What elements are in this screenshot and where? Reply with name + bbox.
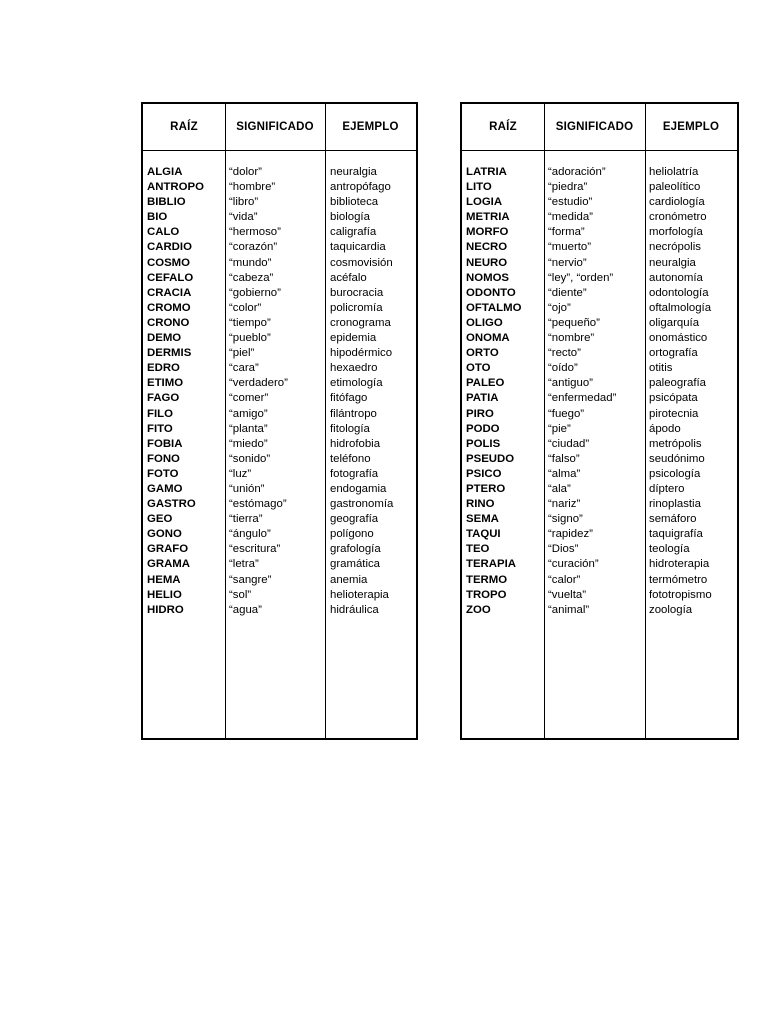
table-row (143, 542, 416, 557)
root-cell: PATIA (466, 392, 499, 405)
root-cell: PALEO (466, 377, 505, 390)
meaning-cell: “gobierno” (229, 286, 281, 299)
root-cell: LOGIA (466, 196, 503, 209)
table-row (462, 391, 737, 406)
example-cell: gastronomía (330, 498, 394, 511)
example-cell: seudónimo (649, 452, 705, 465)
table-row (462, 557, 737, 572)
meaning-cell: “luz” (229, 467, 252, 480)
table-row (462, 407, 737, 422)
table-row (143, 482, 416, 497)
example-cell: hidrofobia (330, 437, 381, 450)
meaning-cell: “fuego” (548, 407, 585, 420)
table-row (143, 557, 416, 572)
table-row (462, 527, 737, 542)
example-cell: etimología (330, 377, 383, 390)
table-row (462, 301, 737, 316)
example-cell: hipodérmico (330, 347, 393, 360)
meaning-cell: “animal” (548, 603, 590, 616)
root-cell: OFTALMO (466, 301, 522, 314)
example-cell: helioterapia (330, 588, 389, 601)
example-cell: hidráulica (330, 603, 379, 616)
root-cell: GRAMA (147, 558, 191, 571)
meaning-cell: “miedo” (229, 437, 268, 450)
meaning-cell: “estudio” (548, 196, 593, 209)
root-cell: TERMO (466, 573, 508, 586)
table-row (462, 286, 737, 301)
meaning-cell: “sonido” (229, 452, 271, 465)
meaning-cell: “rapidez” (548, 528, 593, 541)
root-cell: TEO (466, 543, 490, 556)
example-cell: oligarquía (649, 316, 700, 329)
table-row (462, 512, 737, 527)
example-cell: endogamia (330, 482, 387, 495)
meaning-cell: “verdadero” (229, 377, 288, 390)
root-cell: CARDIO (147, 241, 192, 254)
meaning-cell: “ley”, “orden” (548, 271, 614, 284)
header-divider (143, 150, 416, 151)
root-cell: SEMA (466, 513, 499, 526)
root-cell: METRIA (466, 211, 510, 224)
example-cell: gramática (330, 558, 381, 571)
table-row (143, 331, 416, 346)
example-cell: paleolítico (649, 181, 701, 194)
meaning-cell: “letra” (229, 558, 259, 571)
root-cell: PSICO (466, 467, 502, 480)
table-row (462, 195, 737, 210)
meaning-cell: “pequeño” (548, 316, 600, 329)
table-row (143, 452, 416, 467)
example-cell: cardiología (649, 196, 705, 209)
root-cell: PODO (466, 422, 500, 435)
root-cell: LATRIA (466, 166, 507, 178)
meaning-cell: “libro” (229, 196, 259, 209)
meaning-cell: “Dios” (548, 543, 579, 556)
table-row (143, 376, 416, 391)
example-cell: polígono (330, 528, 374, 541)
example-cell: díptero (649, 482, 685, 495)
root-cell: ZOO (466, 603, 491, 616)
table-row (143, 437, 416, 452)
meaning-cell: “recto” (548, 347, 581, 360)
meaning-cell: “forma” (548, 226, 585, 239)
table-row (143, 271, 416, 286)
table-row (143, 391, 416, 406)
root-cell: GAMO (147, 482, 183, 495)
root-cell: HELIO (147, 588, 182, 601)
root-cell: FILO (147, 407, 173, 420)
example-cell: teléfono (330, 452, 371, 465)
example-cell: filántropo (330, 407, 377, 420)
meaning-cell: “tierra” (229, 513, 263, 526)
table-row (143, 301, 416, 316)
root-cell: TAQUI (466, 528, 501, 541)
table-row (143, 512, 416, 527)
meaning-cell: “tiempo” (229, 316, 271, 329)
root-cell: CEFALO (147, 271, 194, 284)
meaning-cell: “curación” (548, 558, 599, 571)
meaning-cell: “falso” (548, 452, 580, 465)
example-cell: fitófago (330, 392, 368, 405)
example-cell: fitología (330, 422, 370, 435)
meaning-cell: “cara” (229, 362, 259, 375)
meaning-cell: “muerto” (548, 241, 592, 254)
example-cell: onomástico (649, 332, 708, 345)
table-row (462, 467, 737, 482)
meaning-cell: “cabeza” (229, 271, 274, 284)
table-row (143, 210, 416, 225)
root-cell: BIBLIO (147, 196, 186, 209)
root-cell: DEMO (147, 332, 182, 345)
example-cell: burocracia (330, 286, 384, 299)
root-cell: LITO (466, 181, 492, 194)
root-cell: CRONO (147, 316, 190, 329)
meaning-cell: “vuelta” (548, 588, 586, 601)
table-row (143, 240, 416, 255)
table-row (143, 346, 416, 361)
table-row (143, 225, 416, 240)
table-row (462, 542, 737, 557)
root-cell: BIO (147, 211, 168, 224)
table-row (462, 180, 737, 195)
table-body (143, 165, 416, 618)
example-cell: necrópolis (649, 241, 701, 254)
table-row (462, 210, 737, 225)
example-cell: termómetro (649, 573, 708, 586)
meaning-cell: “estómago” (229, 498, 287, 511)
example-cell: cronómetro (649, 211, 707, 224)
table-row (462, 422, 737, 437)
root-cell: MORFO (466, 226, 509, 239)
header-ejemplo: EJEMPLO (662, 121, 720, 133)
root-cell: FOBIA (147, 437, 183, 450)
meaning-cell: “sol” (229, 588, 252, 601)
root-cell: GASTRO (147, 498, 196, 511)
meaning-cell: “adoración” (548, 166, 606, 178)
example-cell: epidemia (330, 332, 377, 345)
table-row (462, 452, 737, 467)
root-cell: PTERO (466, 482, 506, 495)
table-row (462, 331, 737, 346)
meaning-cell: “pie” (548, 422, 571, 435)
example-cell: odontología (649, 286, 709, 299)
table-row (462, 588, 737, 603)
table-row (462, 271, 737, 286)
example-cell: pirotecnia (649, 407, 699, 420)
root-cell: DERMIS (147, 347, 192, 360)
root-cell: EDRO (147, 362, 180, 375)
example-cell: zoología (649, 603, 693, 616)
table-row (462, 256, 737, 271)
header-divider (462, 150, 737, 151)
meaning-cell: “planta” (229, 422, 268, 435)
table-row (143, 588, 416, 603)
root-cell: PIRO (466, 407, 494, 420)
table-row (143, 603, 416, 618)
table-row (462, 497, 737, 512)
meaning-cell: “ojo” (548, 301, 571, 314)
root-cell: POLIS (466, 437, 501, 450)
root-cell: ONOMA (466, 332, 510, 345)
meaning-cell: “enfermedad” (548, 392, 617, 405)
example-cell: otitis (649, 362, 673, 375)
table-row (143, 573, 416, 588)
example-cell: acéfalo (330, 271, 367, 284)
example-cell: autonomía (649, 271, 703, 284)
roots-table-right (460, 102, 739, 740)
root-cell: GONO (147, 528, 182, 541)
meaning-cell: “diente” (548, 286, 587, 299)
root-cell: OLIGO (466, 316, 503, 329)
root-cell: GRAFO (147, 543, 189, 556)
table-row (143, 256, 416, 271)
table-row (143, 361, 416, 376)
root-cell: FITO (147, 422, 173, 435)
meaning-cell: “alma” (548, 467, 581, 480)
meaning-cell: “amigo” (229, 407, 268, 420)
meaning-cell: “oído” (548, 362, 578, 375)
example-cell: caligrafía (330, 226, 377, 239)
roots-table-left (141, 102, 418, 740)
meaning-cell: “calor” (548, 573, 581, 586)
meaning-cell: “piel” (229, 347, 255, 360)
example-cell: geografía (330, 513, 379, 526)
example-cell: heliolatría (649, 166, 699, 178)
example-cell: taquicardia (330, 241, 386, 254)
example-cell: taquigrafía (649, 528, 703, 541)
root-cell: GEO (147, 513, 173, 526)
example-cell: fotografía (330, 467, 379, 480)
root-cell: PSEUDO (466, 452, 515, 465)
root-cell: HEMA (147, 573, 181, 586)
meaning-cell: “nombre” (548, 332, 595, 345)
meaning-cell: “color” (229, 301, 262, 314)
meaning-cell: “nariz” (548, 498, 581, 511)
table-row (143, 422, 416, 437)
root-cell: CROMO (147, 301, 191, 314)
root-cell: TERAPIA (466, 558, 516, 571)
example-cell: neuralgia (330, 166, 377, 178)
header-significado: SIGNIFICADO (555, 121, 634, 133)
example-cell: semáforo (649, 513, 697, 526)
table-row (462, 376, 737, 391)
table-body (462, 165, 737, 618)
meaning-cell: “ángulo” (229, 528, 271, 541)
header-raiz: RAÍZ (170, 121, 198, 133)
meaning-cell: “dolor” (229, 166, 262, 178)
meaning-cell: “mundo” (229, 256, 272, 269)
meaning-cell: “sangre” (229, 573, 272, 586)
meaning-cell: “vida” (229, 211, 258, 224)
table-row (462, 225, 737, 240)
example-cell: rinoplastia (649, 498, 701, 511)
table-row (143, 467, 416, 482)
meaning-cell: “nervio” (548, 256, 587, 269)
meaning-cell: “signo” (548, 513, 583, 526)
root-cell: ANTROPO (147, 181, 204, 194)
root-cell: OTO (466, 362, 491, 375)
example-cell: grafología (330, 543, 381, 556)
meaning-cell: “pueblo” (229, 332, 271, 345)
table-row (462, 240, 737, 255)
table-row (462, 437, 737, 452)
table-row (462, 573, 737, 588)
root-cell: TROPO (466, 588, 507, 601)
table-row (143, 527, 416, 542)
root-cell: ALGIA (147, 166, 183, 178)
example-cell: ortografía (649, 347, 698, 360)
table-row (462, 361, 737, 376)
root-cell: FAGO (147, 392, 180, 405)
header-ejemplo: EJEMPLO (342, 121, 399, 133)
example-cell: teología (649, 543, 690, 556)
root-cell: FONO (147, 452, 180, 465)
meaning-cell: “medida” (548, 211, 593, 224)
root-cell: RINO (466, 498, 495, 511)
root-cell: ODONTO (466, 286, 516, 299)
example-cell: biblioteca (330, 196, 379, 209)
root-cell: ORTO (466, 347, 499, 360)
meaning-cell: “corazón” (229, 241, 278, 254)
root-cell: NEURO (466, 256, 508, 269)
example-cell: policromía (330, 301, 383, 314)
root-cell: HIDRO (147, 603, 184, 616)
meaning-cell: “antiguo” (548, 377, 593, 390)
table-row (143, 497, 416, 512)
meaning-cell: “ala” (548, 482, 571, 495)
table-row (462, 346, 737, 361)
example-cell: hexaedro (330, 362, 378, 375)
example-cell: ápodo (649, 422, 681, 435)
root-cell: ETIMO (147, 377, 184, 390)
example-cell: neuralgia (649, 256, 696, 269)
example-cell: cosmovisión (330, 256, 393, 269)
table-row (143, 195, 416, 210)
table-row (462, 603, 737, 618)
example-cell: hidroterapia (649, 558, 710, 571)
example-cell: psicópata (649, 392, 698, 405)
meaning-cell: “comer” (229, 392, 269, 405)
example-cell: fototropismo (649, 588, 712, 601)
table-row (143, 316, 416, 331)
table-row (462, 482, 737, 497)
meaning-cell: “ciudad” (548, 437, 590, 450)
root-cell: COSMO (147, 256, 191, 269)
example-cell: paleografía (649, 377, 706, 390)
root-cell: NOMOS (466, 271, 510, 284)
table-row (143, 180, 416, 195)
example-cell: biología (330, 211, 370, 224)
table-row (143, 407, 416, 422)
table-row (462, 316, 737, 331)
example-cell: oftalmología (649, 301, 712, 314)
example-cell: morfología (649, 226, 703, 239)
header-raiz: RAÍZ (489, 121, 517, 133)
meaning-cell: “hermoso” (229, 226, 281, 239)
meaning-cell: “hombre” (229, 181, 276, 194)
header-significado: SIGNIFICADO (236, 121, 314, 133)
root-cell: FOTO (147, 467, 179, 480)
meaning-cell: “piedra” (548, 181, 588, 194)
table-row (462, 165, 737, 180)
meaning-cell: “unión” (229, 482, 265, 495)
table-row (143, 165, 416, 180)
meaning-cell: “agua” (229, 603, 262, 616)
example-cell: anemia (330, 573, 368, 586)
root-cell: CRACIA (147, 286, 192, 299)
example-cell: cronograma (330, 316, 391, 329)
root-cell: NECRO (466, 241, 508, 254)
example-cell: psicología (649, 467, 701, 480)
table-row (143, 286, 416, 301)
root-cell: CALO (147, 226, 180, 239)
meaning-cell: “escritura” (229, 543, 281, 556)
example-cell: metrópolis (649, 437, 702, 450)
example-cell: antropófago (330, 181, 391, 194)
